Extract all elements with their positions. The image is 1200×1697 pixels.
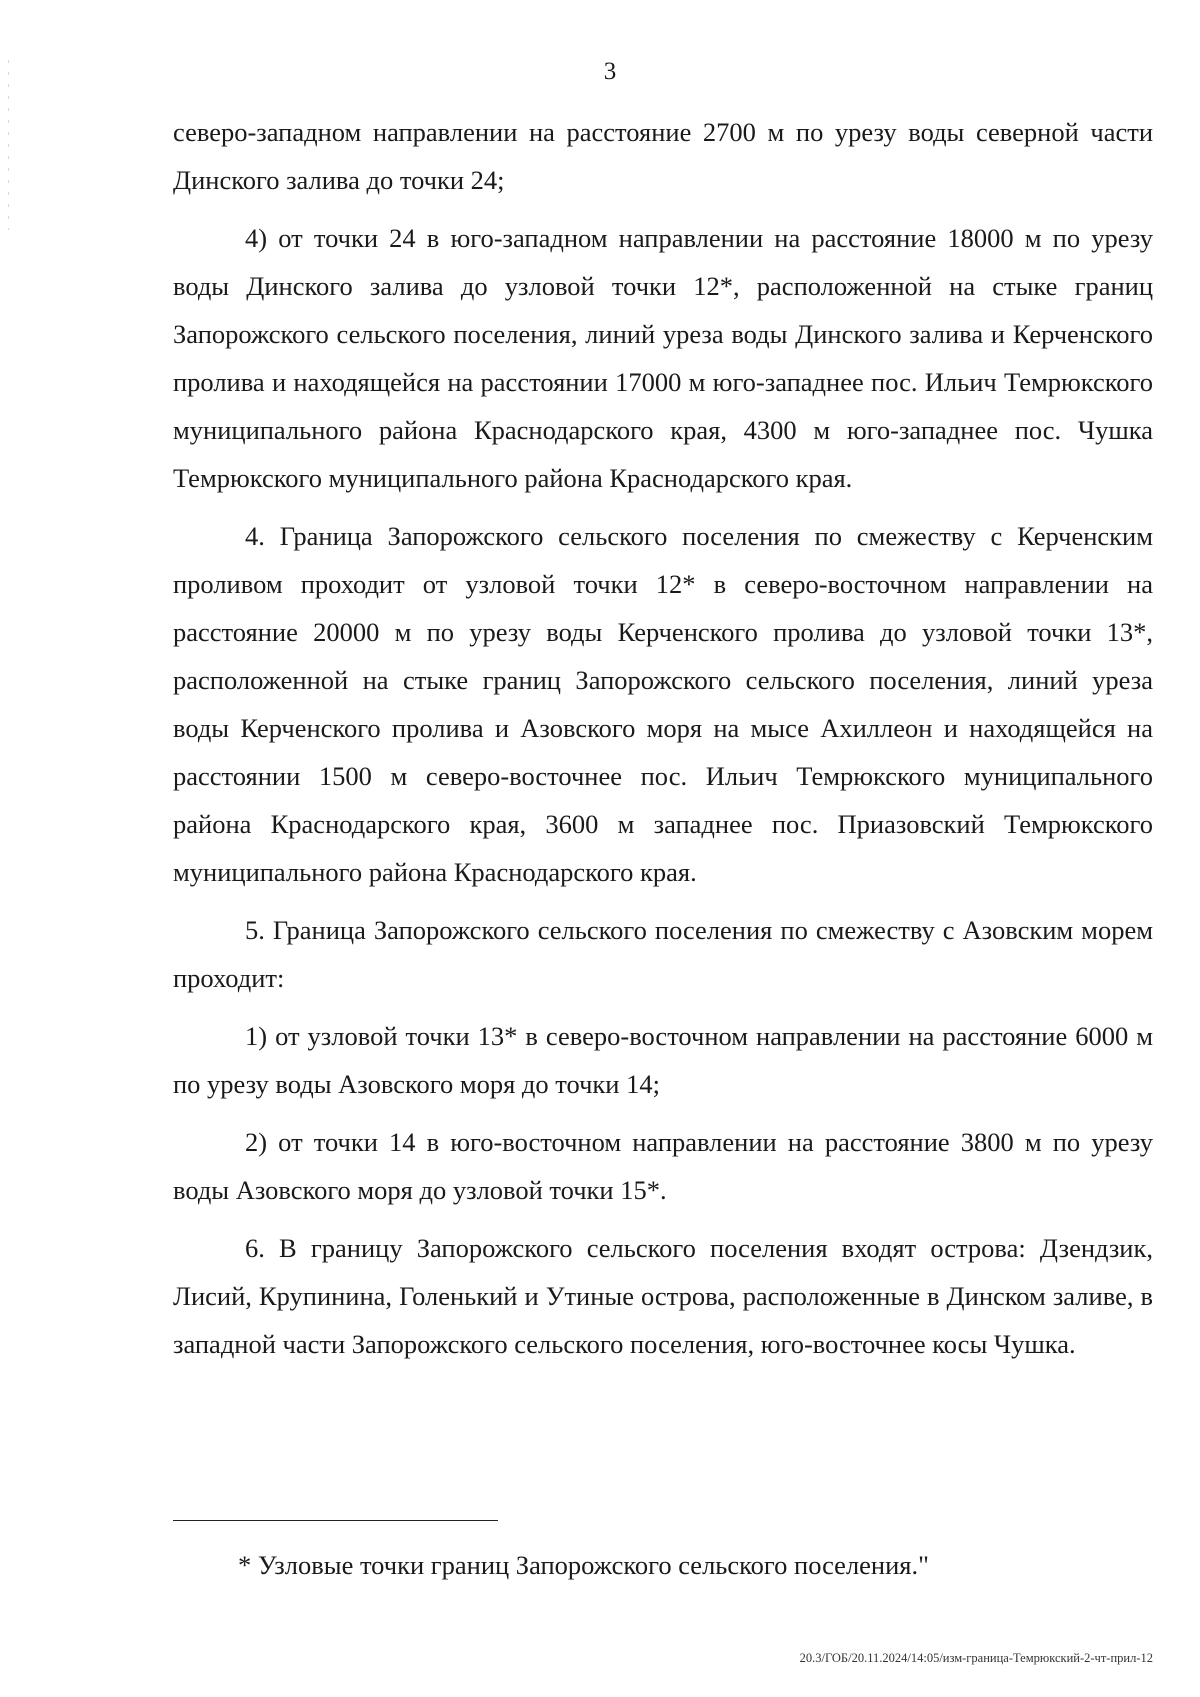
footnote-divider	[173, 1520, 498, 1521]
page-number: 3	[603, 58, 617, 85]
paragraph-item-1: 1) от узловой точки 13* в северо-восточном направлении на расстояние 6000 м по урезу воды Азовского моря до точки 14;	[173, 1021, 1153, 1099]
document-code: 20.3/ГОБ/20.11.2024/14:05/изм-граница-Темрюкский-2-чт-прил-12	[799, 1651, 1153, 1665]
paragraph-section-4: 4. Граница Запорожского сельского поселения по смежеству с Керченским проливом проходит от узловой точки 12* в северо-восточном направлении на расстояние 20000 м по урезу воды Керченского пролива до узловой точки 13*, расположенной на стыке границ Запорожского сельского поселения, линий уреза воды Керченского пролива и Азовского моря на мысе Ахиллеон и находящейся на расстоянии 1500 м северо-восточнее пос. Ильич Темрюкского муниципального района Краснодарского края, 3600 м западнее пос. Приазовский Темрюкского муниципального района Краснодарского края.	[173, 521, 1153, 887]
document-body	[173, 108, 1153, 1368]
paragraph-section-6: 6. В границу Запорожского сельского поселения входят острова: Дзендзик, Лисий, Крупинина, Голенький и Утиные острова, расположенные в Динском заливе, в западной части Запорожского сельского поселения, юго-восточнее косы Чушка.	[173, 1233, 1153, 1359]
paragraph-item-4: 4) от точки 24 в юго-западном направлении на расстояние 18000 м по урезу воды Динского залива до узловой точки 12*, расположенной на стыке границ Запорожского сельского поселения, линий уреза воды Динского залива и Керченского пролива и находящейся на расстоянии 17000 м юго-западнее пос. Ильич Темрюкского муниципального района Краснодарского края, 4300 м юго-западнее пос. Чушка Темрюкского муниципального района Краснодарского края.	[173, 223, 1153, 493]
paragraph-continuation: северо-западном направлении на расстояние 2700 м по урезу воды северной части Динского залива до точки 24;	[173, 117, 1153, 195]
paragraph-item-2: 2) от точки 14 в юго-восточном направлении на расстояние 3800 м по урезу воды Азовского моря до узловой точки 15*.	[173, 1127, 1153, 1205]
footnote: * Узловые точки границ Запорожского сельского поселения."	[238, 1550, 929, 1580]
paragraph-section-5: 5. Граница Запорожского сельского поселения по смежеству с Азовским морем проходит:	[173, 915, 1153, 993]
